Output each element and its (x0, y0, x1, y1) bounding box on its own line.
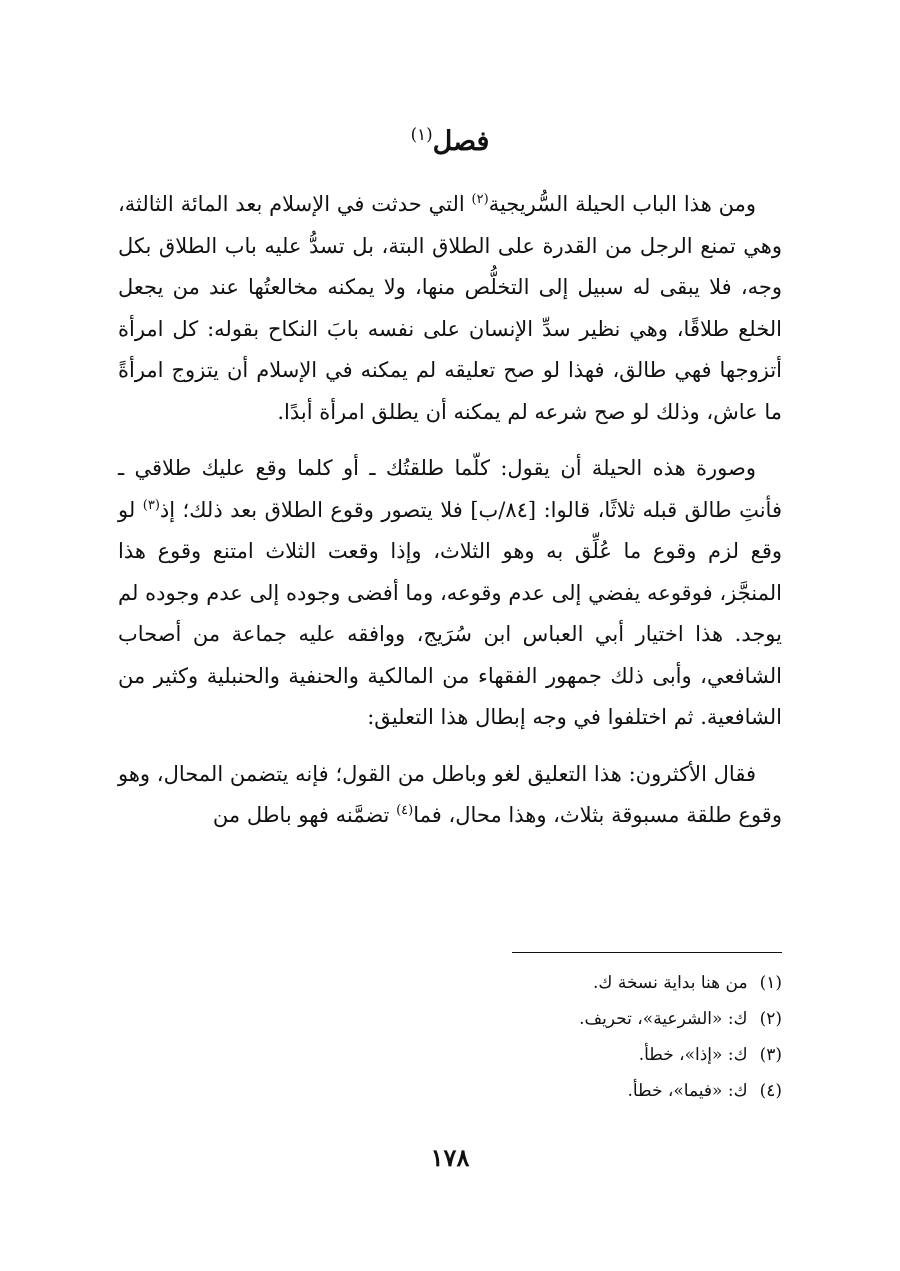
paragraph (118, 448, 782, 739)
footnote-number: (٣) (759, 1045, 782, 1065)
footnote (118, 965, 782, 1001)
footnote-ref-2: (٢) (471, 192, 489, 207)
paragraph-text: تضمَّنه فهو باطل من (212, 803, 397, 827)
paragraph-text: فقال الأكثرون: هذا التعليق لغو وباطل من القول؛ فإنه يتضمن المحال، وهو وقوع طلقة مسبوقة بثلاث، وهذا محال، فما (118, 761, 782, 827)
footnote-number: (٢) (759, 1009, 782, 1029)
paragraph (118, 184, 782, 433)
footnote-number: (٤) (759, 1081, 782, 1101)
paragraph (118, 754, 782, 837)
paragraph-text: التي حدثت في الإسلام بعد المائة الثالثة، وهي تمنع الرجل من القدرة على الطلاق البتة، بل تسدُّ عليه باب الطلاق بكل وجه، فلا يبقى له سبيل إلى التخلُّص منها، ولا يمكنه مخالعتُها عند من يجعل الخلع طلاقًا، وهي نظير سدِّ الإنسان على نفسه بابَ النكاح بقوله: كل امرأة أتزوجها فهي طالق، فهذا لو صح تعليقه لم يمكنه في الإسلام أن يتزوج امرأةً ما عاش، وذلك لو صح شرعه لم يمكنه أن يطلق امرأة أبدًا. (118, 192, 782, 424)
main-text (118, 184, 782, 837)
footnote-separator (512, 952, 782, 953)
footnote-text: ك: «الشرعية»، تحريف. (579, 1009, 748, 1029)
section-heading-text: فصل (432, 126, 490, 157)
footnote (118, 1001, 782, 1037)
page-number: ١٧٨ (430, 1143, 470, 1172)
footnote (118, 1037, 782, 1073)
footnote-ref-4: (٤) (396, 803, 414, 818)
footnote-text: ك: «إذا»، خطأ. (638, 1045, 748, 1065)
footnote (118, 1073, 782, 1109)
footnote-ref-1: (١) (410, 124, 433, 144)
paragraph-text: وصورة هذه الحيلة أن يقول: كلّما طلقتُك ـ أو كلما وقع عليك طلاقي ـ فأنتِ طالق قبله ثلاثًا، قالوا: [٨٤/ب] فلا يتصور وقوع الطلاق بعد ذلك؛ إذ (118, 456, 782, 522)
footnotes-list (118, 965, 782, 1109)
paragraph-text: ومن هذا الباب الحيلة السُّريجية (488, 192, 756, 216)
footnote-number: (١) (759, 973, 782, 993)
section-heading (0, 122, 900, 162)
paragraph-text: لو وقع لزم وقوع ما عُلِّق به وهو الثلاث، وإذا وقعت الثلاث امتنع وقوع هذا المنجَّز، فوقوعه يفضي إلى عدم وقوعه، وما أفضى وجوده إلى عدم وجوده لم يوجد. هذا اختيار أبي العباس ابن سُرَيج، ووافقه عليه جماعة من أصحاب الشافعي، وأبى ذلك جمهور الفقهاء من المالكية والحنفية والحنبلية وكثير من الشافعية. ثم اختلفوا في وجه إبطال هذا التعليق: (118, 497, 782, 729)
footnote-ref-3: (٣) (142, 497, 160, 513)
footnote-text: من هنا بداية نسخة ك. (593, 973, 748, 993)
footnote-text: ك: «فيما»، خطأ. (627, 1081, 748, 1101)
